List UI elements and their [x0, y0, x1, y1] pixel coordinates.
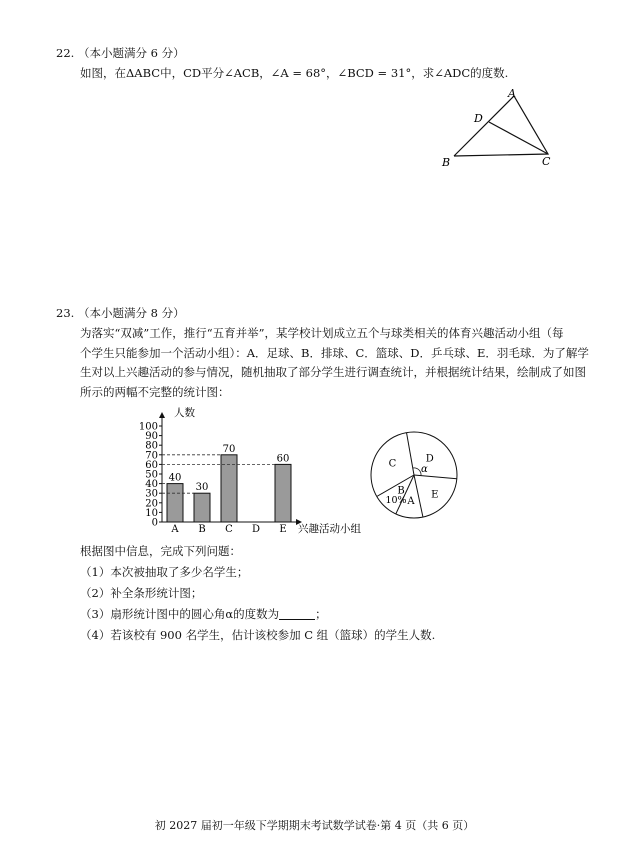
x-tick-label: C [225, 524, 233, 535]
bar-chart-xlabel: 兴趣活动小组 [298, 523, 361, 535]
pie-slice-label: A [407, 495, 415, 507]
bar-data-label: 40 [168, 472, 182, 484]
pie-angle-label: α [421, 464, 428, 475]
bar-data-label: 70 [222, 443, 236, 455]
y-tick-label: 50 [145, 469, 158, 481]
q23-sub-4: （4）若该校有 900 名学生，估计该校参加 C 组（篮球）的学生人数. [80, 628, 436, 642]
label-c: C [542, 155, 551, 168]
bar-data-label: 30 [195, 482, 209, 494]
x-tick-label: B [198, 524, 206, 535]
y-tick-label: 20 [145, 498, 158, 510]
q22-text: 如图，在ΔABC中，CD平分∠ACB，∠A = 68°，∠BCD = 31°，求∠ADC的度数. [80, 66, 509, 80]
x-tick-label: D [251, 524, 261, 535]
y-tick-label: 70 [145, 450, 158, 462]
y-axis-arrow [159, 412, 165, 418]
y-tick-label: 0 [151, 517, 158, 529]
pie-slice-label: B [397, 485, 405, 497]
x-tick-label: A [171, 524, 179, 535]
bar [275, 464, 291, 522]
q23-sub-3-text: （3）扇形统计图中的圆心角α的度数为 [80, 607, 280, 621]
q23-number: 23. [56, 306, 75, 320]
bar-chart-ylabel: 人数 [174, 407, 195, 419]
q23-title: （本小题满分 8 分） [77, 306, 185, 320]
y-tick-label: 80 [145, 440, 158, 452]
label-b: B [442, 156, 451, 169]
y-tick-label: 10 [145, 507, 158, 519]
q23-intro [80, 324, 600, 402]
bar-data-label: 60 [276, 453, 290, 465]
pie-slice-label: D [425, 453, 434, 465]
label-d: D [474, 112, 483, 125]
answer-blank [279, 607, 315, 620]
label-a: A [508, 87, 516, 100]
bar [194, 493, 210, 522]
y-tick-label: 40 [145, 479, 158, 491]
pie-slice-label: C [388, 458, 397, 470]
bar-chart [128, 404, 378, 544]
q23-sub-3-end: ； [315, 607, 327, 621]
pie-slice-value-label: 10% [385, 495, 407, 506]
q23-intro-line: 生对以上兴趣活动的参与情况，随机抽取了部分学生进行调查统计，并根据统计结果，绘制成了如图 [80, 365, 586, 379]
q22-header [56, 44, 185, 63]
y-tick-label: 90 [145, 431, 158, 443]
bar [221, 455, 237, 522]
pie-chart [362, 430, 472, 530]
q23-after-text: 根据图中信息，完成下列问题： [80, 544, 241, 558]
q23-intro-line: 个学生只能参加一个活动小组）：A．足球、B．排球、C．篮球、D．乒乓球、E．羽毛球．为了解学 [80, 345, 589, 360]
q22-title: （本小题满分 6 分） [77, 46, 185, 60]
q23-intro-line: 所示的两幅不完整的统计图： [80, 384, 230, 399]
x-tick-label: E [279, 524, 287, 535]
q23-header [56, 304, 185, 323]
y-tick-label: 100 [138, 421, 158, 433]
q23-sub-2: （2）补全条形统计图； [80, 586, 203, 600]
bar [167, 484, 183, 522]
q23-sub-1: （1）本次被抽取了多少名学生； [80, 565, 249, 579]
q22-number: 22. [56, 46, 75, 60]
page-footer: 初 2027 届初一年级下学期期末考试数学试卷·第 4 页（共 6 页） [154, 819, 475, 832]
q23-sub-3 [80, 604, 327, 625]
q23-intro-line: 为落实“双减”工作，推行“五育并举”，某学校计划成立五个与球类相关的体育兴趣活动小组（每 [80, 326, 564, 340]
y-tick-label: 60 [145, 459, 158, 471]
pie-slice-label: E [431, 489, 439, 501]
y-tick-label: 30 [145, 488, 158, 500]
triangle-figure [436, 86, 566, 176]
